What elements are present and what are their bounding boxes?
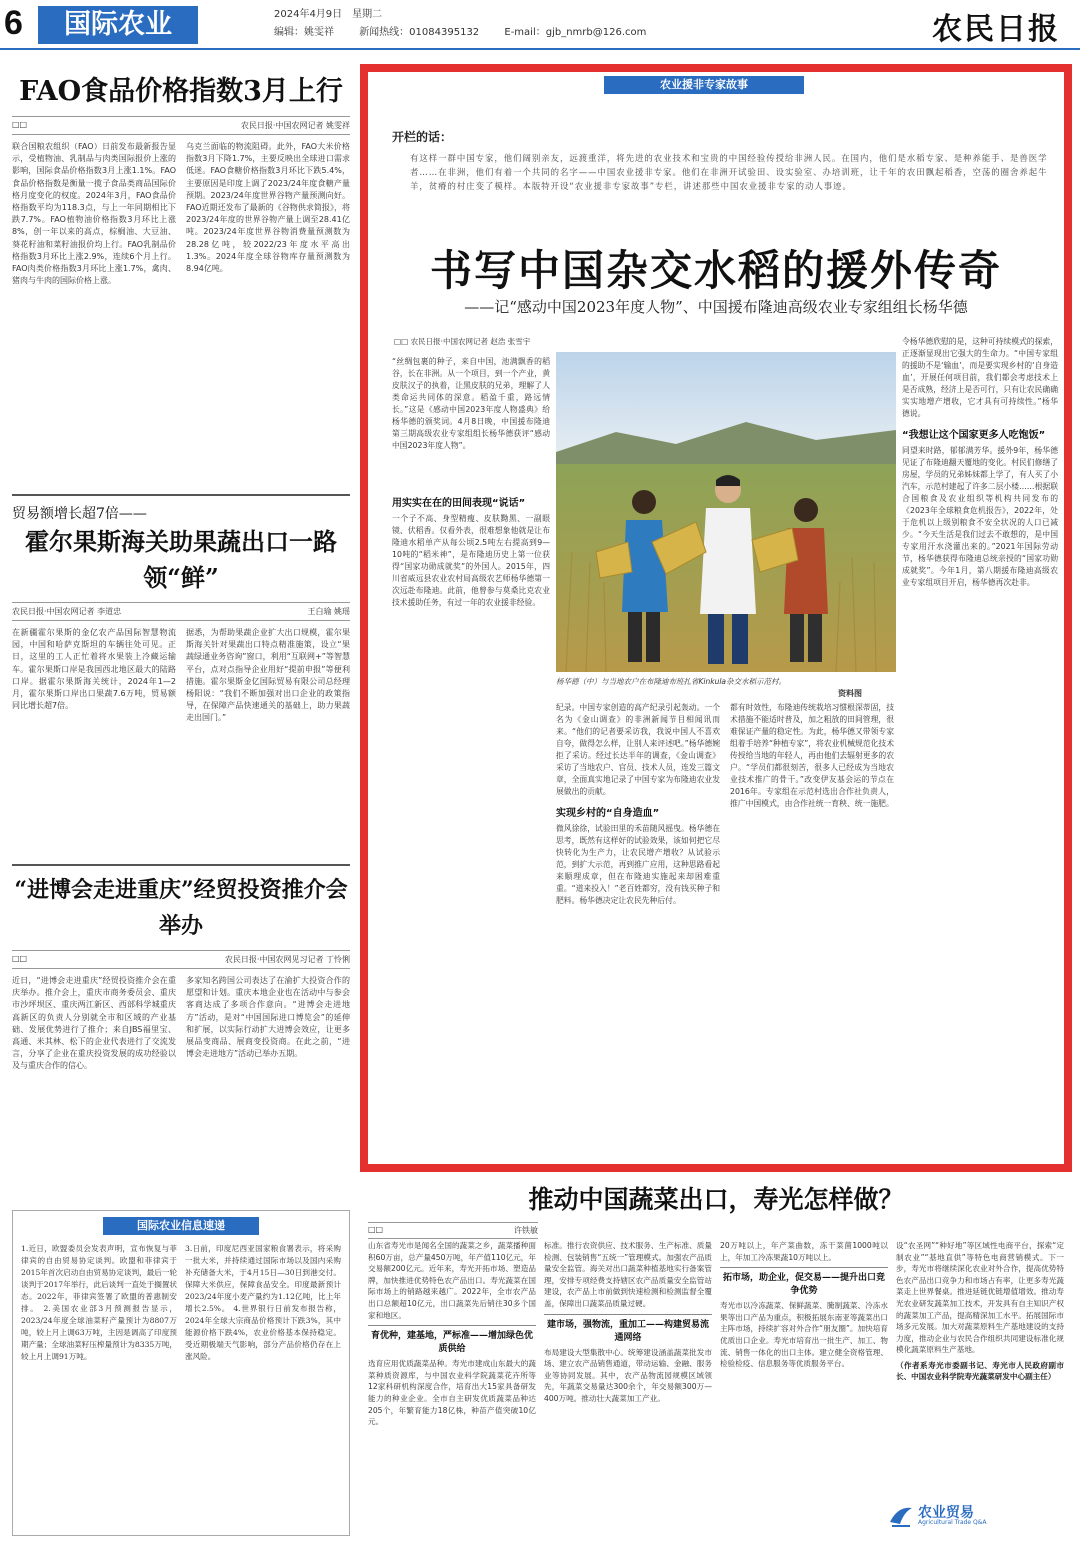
- contact-email: E-mail：gjb_nmrb@126.com: [504, 27, 647, 38]
- body-text: 微风徐徐，试验田里的禾苗随风摇曳。杨华德在思考，既然有这样好的试验效果，该如何把它尽快转化为生产力，让农民增产增收？从试验示范，到扩大示范，再到推广应用，这种思路看起来顺理成章，但在布隆迪实施起来却困难重重。“道来投入！”老百姓都穷，没有钱买种子和肥料。杨华德决定让农民先种后付。: [556, 824, 720, 905]
- article-fao-price-index: [12, 74, 350, 471]
- section-subhead: 实现乡村的“自身造血”: [556, 808, 660, 819]
- body-column: 在新疆霍尔果斯的金亿农产品国际智慧物流园，中国和哈萨克斯坦的车辆往处可见。正日，这里的工人正忙着将水果装上冷藏运输车。霍尔果斯口岸是我国西北地区最大的陆路口岸。据霍尔果斯海关统计，2024年1—2月，霍尔果斯口岸出口果蔬7.6万吨，贸易额同比增长超7倍。: [12, 628, 176, 711]
- divider: [12, 494, 350, 496]
- issue-date: 2024年4月9日 星期二: [274, 9, 383, 20]
- body-text: 标准。推行农资供应、技术服务、生产标准、质量检测、包装销售“五统一”管理模式。加强农产品质量安全监管。海关对出口蔬菜种植基地实行备案管理，安排专项经费支持辖区农产品质量安全监管站建设，农产品上市前做到快速检测和检测监督全覆盖，保障出口蔬菜品质量过硬。: [544, 1241, 712, 1308]
- body-text: 同望来时路，郁郁满芳华。援外9年，杨华德见证了布隆迪翻天覆地的变化。村民们修缮了房屋，学员的兄弟姊妹都上学了，有人买了小汽车，示范村建起了许多二层小楼……根据联合国粮食及农业组织等机构共同发布的《2023年全球粮食危机报告》，2022年，处于危机以上级别粮食不安全状况的人口已减少。“今天生活是我们过去不敢想的，是中国专家用汗水浇灌出来的。”2021年国际劳动节，杨华德获得布隆迪总统亲授的“国家功勋成就奖”。今年1月，第八期援布隆迪高级农业专家组项目开启，杨华德再次赴非。: [902, 446, 1058, 587]
- section-subhead: 育优种，建基地，严标准——增加绿色优质供给: [368, 1325, 536, 1354]
- author-note: （作者系寿光市委副书记、寿光市人民政府副市长、中国农业科学院寿光蔬菜研发中心副主任）: [896, 1360, 1064, 1381]
- body-column: 多家知名跨国公司表达了在渝扩大投资合作的愿望和计划。重庆本地企业也在活动中与参会客商达成了多项合作意向。“进博会走进地方”活动，是对“中国国际进口博览会”的延伸和扩展，以实际行动扩大进博会效应，让更多展品变商品、展商变投资商。在此之前，“进博会走进地方”活动已举办五期。: [186, 976, 350, 1059]
- column-tag: 农业援非专家故事: [604, 76, 804, 94]
- article-shouguang-vegetables: [360, 1176, 1072, 1536]
- photo-credit: 资料图: [838, 689, 862, 698]
- body-column: 乌克兰面临的物流阻碍。此外，FAO大米价格指数3月下降1.7%，主要反映出全球进口需求低迷。FAO食糖价格指数3月环比下跌5.4%，主要原因是印度上调了2023/24年度食糖产量预期。2023/24年度世界谷物产量预测向好。FAO近期还发布了最新的《谷物供求简报》，将2023/24年度的世界谷物产量上调至28.41亿吨。2023/24年度世界谷物消费量预测数为28.28亿吨，较2022/23年度水平高出1.3%。2024年度全球谷物库存量预测数为8.94亿吨。: [186, 142, 350, 274]
- section-subhead: 拓市场，助企业，促交易——提升出口竞争优势: [720, 1267, 888, 1296]
- article-headline: “进博会走进重庆”经贸投资推介会举办: [14, 877, 348, 939]
- section-subhead: 用实实在在的田间表现“说话”: [392, 498, 526, 509]
- info-express-box: [12, 1210, 350, 1536]
- article-byline: □□ 农民日报·中国农网见习记者 丁怜俐: [12, 950, 350, 969]
- box-tag: 国际农业信息速递: [103, 1217, 259, 1235]
- feature-column: [902, 336, 1058, 1152]
- intro-title: 开栏的话：: [392, 130, 453, 144]
- feature-story-box: [360, 64, 1072, 1172]
- article-column: [368, 1240, 536, 1530]
- body-text: 纪录。中国专家创造的高产纪录引起轰动。一个名为《金山调查》的非洲新闻节目相闻讯而来。“他们的记者要采访我，我说中国人不喜欢自夸，做得怎么样，让别人来评述吧。”杨华德婉拒了采访。经过长达半年的调查，《金山调查》采访了当地农户、官员、技术人员，连发三篇文章，全面真实地记录了中国专家为布隆迪农业发展做出的贡献。: [556, 703, 720, 796]
- brand-name: 农业贸易: [918, 1505, 974, 1521]
- body-column: 据悉，为帮助果蔬企业扩大出口规模，霍尔果斯海关针对果蔬出口特点精准施策，设立“果蔬绿通业务咨询”窗口，利用“互联网+”等智慧平台，点对点指导企业用好“提前申报”等便利措施。霍尔果斯金亿国际贸易有限公司总经理杨阳说：“我们不断加强对出口企业的政策指导，在保障产品快速通关的基础上，助力果蔬走出国门。”: [186, 628, 350, 723]
- article-headline: 推动中国蔬菜出口，寿光怎样做？: [528, 1185, 904, 1214]
- brand-logo-icon: [888, 1502, 914, 1528]
- brand-subtitle: Agricultural Trade Q&A: [918, 1519, 987, 1526]
- feature-byline: □□ 农民日报·中国农网记者 赵浩 张雪宇: [394, 337, 531, 346]
- divider: [12, 864, 350, 866]
- rice-field-photo: [556, 352, 896, 672]
- masthead-meta: [274, 6, 668, 42]
- info-column: 1.近日，欧盟委员会发表声明，宣布恢复与菲律宾的自由贸易协定谈判。欧盟和菲律宾于2015年首次启动自由贸易协定谈判，最后一轮谈判于2017年举行，此后谈判一直处于搁置状态。2022年，菲律宾签署了欧盟的普惠制安排。 2.美国农业部3月预测报告显示，2023/24年度全球油菜籽产量预计为8807万吨，较上月上调63万吨，主因是调高了印度预期产量；全球油菜籽压榨量预计为8335万吨，较上月上调91万吨。: [21, 1244, 177, 1361]
- section-subhead: “我想让这个国家更多人吃饱饭”: [902, 430, 1046, 441]
- feature-column: 都有时效性，布隆迪传统栽培习惯根深蒂固，技术措施不能适时普及，加之粗放的田间管理，很难保证产量的稳定性。为此，杨华德又带领专家组着手培养“种植专家”，将农业机械规范化技术传授给当地的年轻人，再由他们去辐射更多的农户。“学员们都很刻苦，很多人已经成为当地农业技术推广的骨干。”改变伊友基会运的节点在2016年。专家组在示范村选出合作社负责人，推广中国模式，由合作社统一育秧、统一施肥。: [730, 703, 894, 808]
- newspaper-logo: 农民日报: [932, 12, 1060, 47]
- body-text: 选育应用优质蔬菜品种。寿光市建成山东最大的蔬菜种质资源库，与中国农业科学院蔬菜花卉所等12家科研机构深度合作，培育出大15家具备研发能力的种业企业。全市自主研发优质蔬菜品种达205个，年繁育能力18亿株，种苗产值突破10亿元。: [368, 1359, 536, 1427]
- article-kicker: 贸易额增长超7倍——: [12, 506, 147, 522]
- feature-column: “丝绸包裹的种子，来自中国，池满飘香的稻谷，长在非洲。从一个项目，到一个产业，黄皮肤汉子的执着，让黑皮肤的兄弟，理解了人类命运共同体的深意。稻盈千重，路远情长。”这是《感动中国2023年度人物盛典》给杨华德的颁奖词。4月8日晚，中国援布隆迪第三期高级农业专家组组长杨华德获评“感动中国2023年度人物”。: [392, 357, 550, 450]
- feature-subheadline: ——记“感动中国2023年度人物”、中国援布隆迪高级农业专家组组长杨华德: [464, 298, 968, 316]
- info-column: 3.日前，印度尼西亚国家粮食署表示，将采购一批大米，并持续通过国际市场以及国内采购补充储备大米，于4月15日—30日到港交付。保障大米供应，保障食品安全。印度最新预计2023/24年度小麦产量约为1.12亿吨，比上年增长2.5%。 4.世界银行日前发布报告称，2024年全球大宗商品价格预计下跌3%，其中能源价格下跌4%，农业价格基本保持稳定。受近期极端天气影响，部分产品价格仍存在上涨风险。: [185, 1244, 341, 1361]
- article-byline: 农民日报·中国农网记者 李道忠 王白瑜 姚瑶: [12, 602, 350, 621]
- body-text: 设“农圣网”“种好地”等区域性电商平台，探索“定制农业”“基地直供”等特色电商营销模式。下一步，寿光市将继续深化农业对外合作，提高优势特色农产品出口竞争力和市场占有率，让更多寿光蔬菜走上世界餐桌。推进延链优链增值增效。推动寿光农业研发蔬菜加工技术，开发具有自主知识产权的蔬菜加工产品，提高精深加工水平。拓展国际市场多元发展。加大对蔬菜原料生产基地建设的支持力度，推动企业与农民合作组织共同建设标准化规模化蔬菜原料生产基地。: [896, 1241, 1064, 1355]
- body-column: 近日，“进博会走进重庆”经贸投资推介会在重庆举办。推介会上，重庆市商务委员会、重庆市沙坪坝区、重庆两江新区、西部科学城重庆高新区的负责人分别就全市和区域的产业基础、发展优势进行了推介；来自JBS福里宝、高通、米其林、松下的企业代表进行了交流发言，分享了企业在重庆投资发展的成功经验以及与重庆合作的信心。: [12, 976, 176, 1071]
- body-text: 一个子不高、身型精瘦、皮肤黝黑、一副眼镜、伏稻香。仅看外表，很难想象他就是让布隆迪水稻单产从每公顷2.5吨左右提高到9—10吨的“稻米神”，是布隆迪历史上第一位获得“国家功勋成就奖”的外国人。2015年，四川省威远县农业农村局高级农艺师杨华德第一次远赴布隆迪。此前，他曾参与莫桑比克农业技术援助任务，有过一年的农业援非经验。: [392, 514, 550, 607]
- article-expo-chongqing: [12, 872, 350, 1265]
- article-column: [544, 1240, 712, 1530]
- article-horgos-customs: [12, 504, 350, 897]
- feature-headline: 书写中国杂交水稻的援外传奇: [429, 246, 1002, 295]
- article-body: [12, 141, 350, 471]
- feature-column: [392, 488, 550, 1148]
- article-column: [720, 1240, 888, 1530]
- news-hotline: 新闻热线：01084395132: [359, 27, 480, 38]
- body-text: 山东省寿光市是闻名全国的蔬菜之乡，蔬菜播种面积60万亩，总产量450万吨，年产值110亿元，年交易额200亿元。近年来，寿光开拓市场、塑造品牌，加快推进优势特色农产品出口。寿光蔬菜在国际市场上的销路越来越广。2022年，全市农产品出口总额超10亿元，出口蔬菜先后销往30多个国家和地区。: [368, 1241, 536, 1320]
- photo-caption: 杨华德（中）与当地农户在布隆迪布班扎省Kinkula杂交水稻示范村。: [556, 677, 787, 686]
- article-body: [12, 627, 350, 897]
- article-byline: □□ 许铁敏: [368, 1222, 538, 1239]
- intro-text: 有这样一群中国专家，他们阔别亲友，远渡重洋，将先进的农业技术和宝贵的中国经验传授给非洲人民。在国内，他们是水稻专家、是种养能手、是兽医学者……在非洲，他们有着一个共同的名字——中国农业援非专家。他们在非洲开试验田、设实验室、办培训班，让千年的农田飘起稻香，空荡的圈舍养起牛羊，贫瘠的村庄变了模样。本版特开设“农业援非专家故事”专栏，讲述那些中国农业援非专家的动人事迹。: [410, 153, 1048, 191]
- agri-trade-brand: [888, 1500, 1058, 1530]
- feature-photo: [556, 352, 896, 672]
- section-subhead: 建市场，强物流，重加工——构建贸易流通网络: [544, 1314, 712, 1343]
- column-intro: [392, 128, 1052, 193]
- left-column: [12, 56, 350, 1206]
- body-text: 20万吨以上，年产菜曲数，冻干菜菌1000吨以上，年加工冷冻果蔬10万吨以上。: [720, 1241, 888, 1262]
- article-headline: 霍尔果斯海关助果蔬出口一路领“鲜”: [25, 527, 337, 592]
- article-headline: FAO食品价格指数3月上行: [19, 76, 343, 107]
- page-number: 6: [4, 4, 23, 42]
- feature-column: [556, 702, 720, 1152]
- body-text: 令杨华德欣慰的是，这种可持续模式的探索，正逐渐显现出它强大的生命力。“中国专家组的援助不是‘输血’，而是要实现乡村的‘自身造血’，开展任何项目前，我们都会考虑技术上是否成熟，经济上是否可行，只有让农民确确实实地增产增收，它才具有可持续性。”杨华德说。: [902, 337, 1058, 418]
- masthead: [0, 0, 1080, 50]
- body-text: 寿光市以冷冻蔬菜、保鲜蔬菜、腌制蔬菜、冷冻水果等出口产品为重点，积极拓展东南亚等蔬菜出口主阵市场，持续扩容对外合作“朋友圈”。加快培育优质出口企业。寿光市培育出一批生产、加工、物流、销售一体化的出口主体。建立健全资格管理、检验检疫、信息服务等优质服务平台。: [720, 1301, 888, 1369]
- section-title: 国际农业: [38, 6, 198, 44]
- body-column: 联合国粮农组织（FAO）日前发布最新报告显示，受植物油、乳制品与肉类国际报价上涨的影响，国际食品价格指数3月上涨1.1%。FAO食品价格指数是衡量一揽子食品类商品国际价格月度变化的权度。2024年3月，FAO食品价格指数平均为118.3点，与上一年同期相比下跌7.7%。FAO植物油价格指数3月环比上涨8%，创一年以来的高点，棕榈油、大豆油、葵花籽油和菜籽油报价均上行。FAO乳制品价格指数3月环比上涨2.9%，连续6个月上行。FAO肉类价格指数3月环比上涨1.7%，禽肉、猪肉与牛肉的国际价格上涨。: [12, 142, 176, 286]
- article-byline: □□ 农民日报·中国农网记者 姚雯祥: [12, 116, 350, 135]
- editor-credit: 编辑：姚雯祥: [274, 27, 334, 38]
- article-column: [896, 1240, 1064, 1490]
- body-text: 布局建设大型集散中心。统筹建设涵盖蔬菜批发市场、建立农产品销售通道，带动运输、金融、服务业等协同发展。其中，农产品物流园规模区域领先，年蔬菜交易量达300余个，年交易额300万—400万吨。推动壮大蔬菜加工产业。: [544, 1347, 712, 1403]
